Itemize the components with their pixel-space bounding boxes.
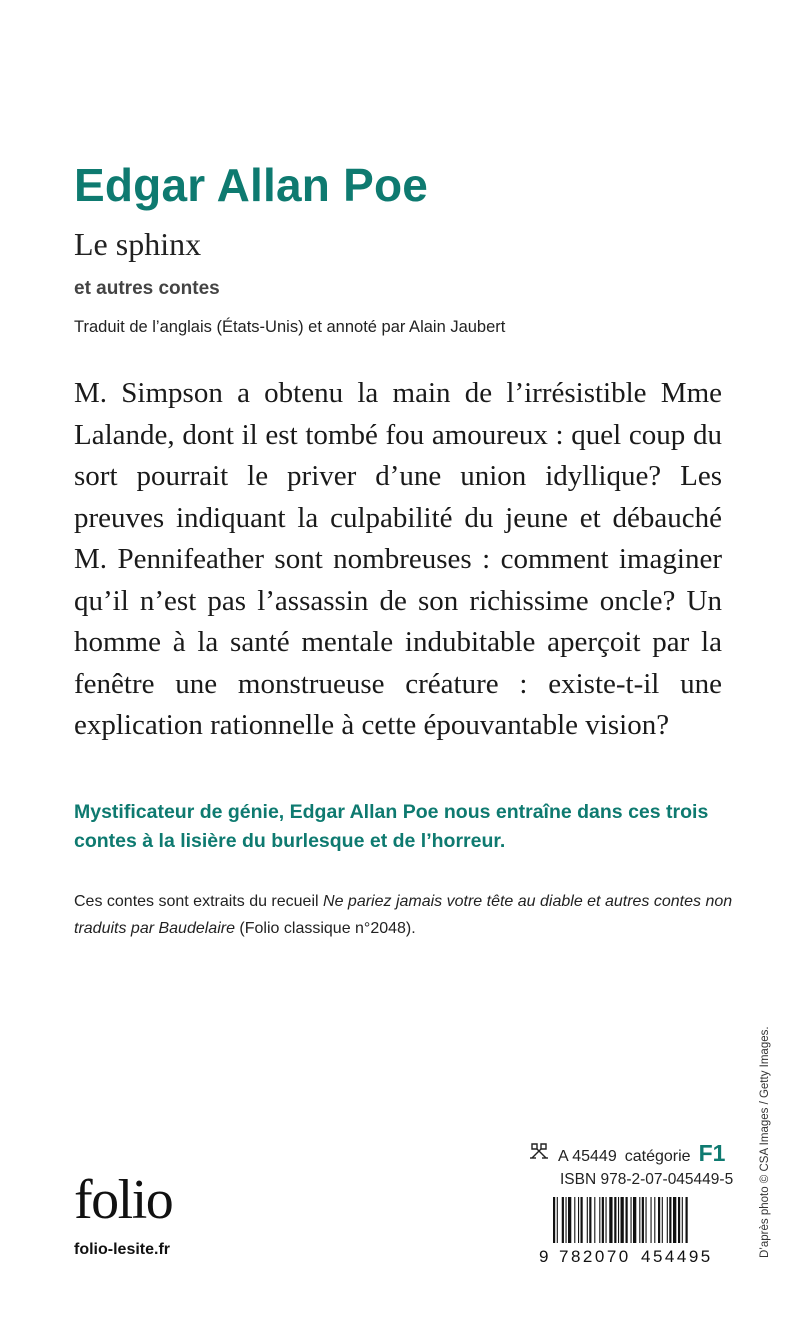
publisher-website: folio-lesite.fr: [74, 1241, 171, 1258]
publisher-logo: folio: [74, 1169, 173, 1231]
photo-credit: D’après photo © CSA Images / Getty Images.: [759, 1026, 771, 1258]
blurb-text: M. Simpson a obtenu la main de l’irrésistible Mme Lalande, dont il est tombé fou amoureux : quel coup du sort pourrait le priver d’une union idyllique? Les preuves indiquant la culpabilité du jeune et débauché M. Pennifeather sont nombreuses : comment imaginer qu’il n’est pas l’assassin de son richissime oncle? Un homme à la santé mentale indubitable aperçoit par la fenêtre une monstrueuse créature : existe-t-il une explication rationnelle à cette épouvantable vision?: [74, 377, 722, 741]
source-collection-title: Ne pariez jamais votre tête au diable et autres contes non traduits par Baudelaire: [74, 893, 733, 937]
book-title: Le sphinx: [74, 226, 202, 262]
barcode-digits: [539, 1247, 725, 1267]
catalog-code-row: [528, 1140, 725, 1167]
category-label: catégorie: [624, 1148, 691, 1165]
barcode-digits-left: 782070: [559, 1247, 631, 1266]
author-name: Edgar Allan Poe: [74, 159, 429, 211]
source-note-prefix: Ces contes sont extraits du recueil: [74, 893, 324, 910]
distributor-logo-icon: [528, 1141, 550, 1161]
catalog-reference: A 45449: [558, 1148, 617, 1165]
barcode-digit-lead: 9: [539, 1247, 549, 1266]
barcode: [553, 1197, 725, 1243]
tagline: Mystificateur de génie, Edgar Allan Poe nous entraîne dans ces trois contes à la lisière du burlesque et de l’horreur.: [74, 801, 709, 852]
source-note-suffix: (Folio classique n°2048).: [234, 920, 416, 937]
isbn: ISBN 978-2-07-045449-5: [560, 1171, 734, 1188]
barcode-digits-right: 454495: [641, 1247, 713, 1266]
price-category: F1: [698, 1140, 726, 1166]
book-subtitle: et autres contes: [74, 278, 220, 299]
source-note: [74, 888, 734, 942]
translator-credit: Traduit de l’anglais (États-Unis) et annoté par Alain Jaubert: [74, 318, 506, 336]
